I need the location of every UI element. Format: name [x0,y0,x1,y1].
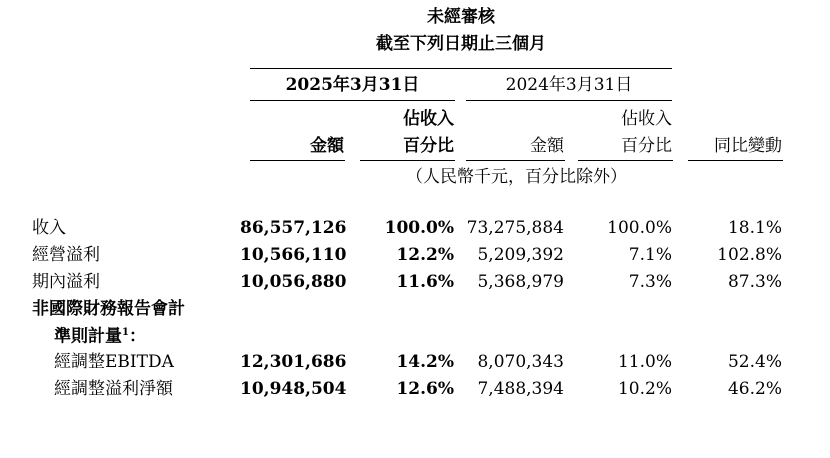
non-ifrs-heading-line2 [54,328,146,346]
amount-2025: 10,056,880 [240,272,347,292]
col-pct-2024-rule [578,160,673,161]
yoy-change: 18.1% [727,218,782,238]
period-2024: 2024年3月31日 [505,75,633,95]
col-yoy-rule [688,160,783,161]
amount-2024: 5,368,979 [477,272,564,292]
col-pct-2024-line2: 百分比 [621,136,672,156]
amount-2024: 73,275,884 [466,218,564,238]
non-ifrs-heading-colon: ： [128,326,146,347]
row-label: 期內溢利 [32,272,100,292]
header-rule-top [250,68,672,69]
amount-2025: 10,948,504 [240,379,347,399]
non-ifrs-heading-line1: 非國際財務報告會計 [32,299,185,319]
pct-2025: 14.2% [396,352,454,372]
col-yoy: 同比變動 [714,136,782,156]
col-amount-2025: 金額 [310,136,344,156]
amount-2025: 86,557,126 [240,218,347,238]
col-pct-2025-line1: 佔收入 [403,109,454,129]
pct-2025: 100.0% [384,218,454,238]
table-title: 未經審核 [427,7,495,27]
pct-2024: 10.2% [617,379,672,399]
table-subtitle: 截至下列日期止三個月 [376,34,546,54]
amount-2025: 10,566,110 [240,245,347,265]
footnote-marker: 1 [122,327,129,338]
amount-2024: 8,070,343 [477,352,564,372]
pct-2024: 7.3% [628,272,672,292]
yoy-change: 52.4% [727,352,782,372]
pct-2025: 12.2% [396,245,454,265]
col-amount-2025-rule [250,160,345,161]
non-ifrs-heading-text: 準則計量 [54,326,122,347]
col-pct-2025-line2: 百分比 [403,136,454,156]
row-label: 收入 [32,218,66,238]
yoy-change: 87.3% [727,272,782,292]
row-label: 經營溢利 [32,245,100,265]
pct-2024: 100.0% [607,218,672,238]
yoy-change: 46.2% [727,379,782,399]
amount-2024: 7,488,394 [477,379,564,399]
period-2025: 2025年3月31日 [285,75,420,95]
pct-2024: 7.1% [628,245,672,265]
yoy-change: 102.8% [717,245,782,265]
pct-2025: 12.6% [396,379,454,399]
unit-note: （人民幣千元，百分比除外） [406,167,627,187]
col-pct-2025-rule [360,160,455,161]
pct-2025: 11.6% [396,272,454,292]
col-pct-2024-line1: 佔收入 [621,109,672,129]
pct-2024: 11.0% [617,352,672,372]
col-amount-2024: 金額 [530,136,564,156]
period-2025-rule [250,100,455,101]
amount-2024: 5,209,392 [477,245,564,265]
row-label: 經調整EBITDA [54,352,174,372]
amount-2025: 12,301,686 [240,352,347,372]
period-2024-rule [466,100,672,101]
col-amount-2024-rule [466,160,565,161]
row-label: 經調整溢利淨額 [54,379,173,399]
